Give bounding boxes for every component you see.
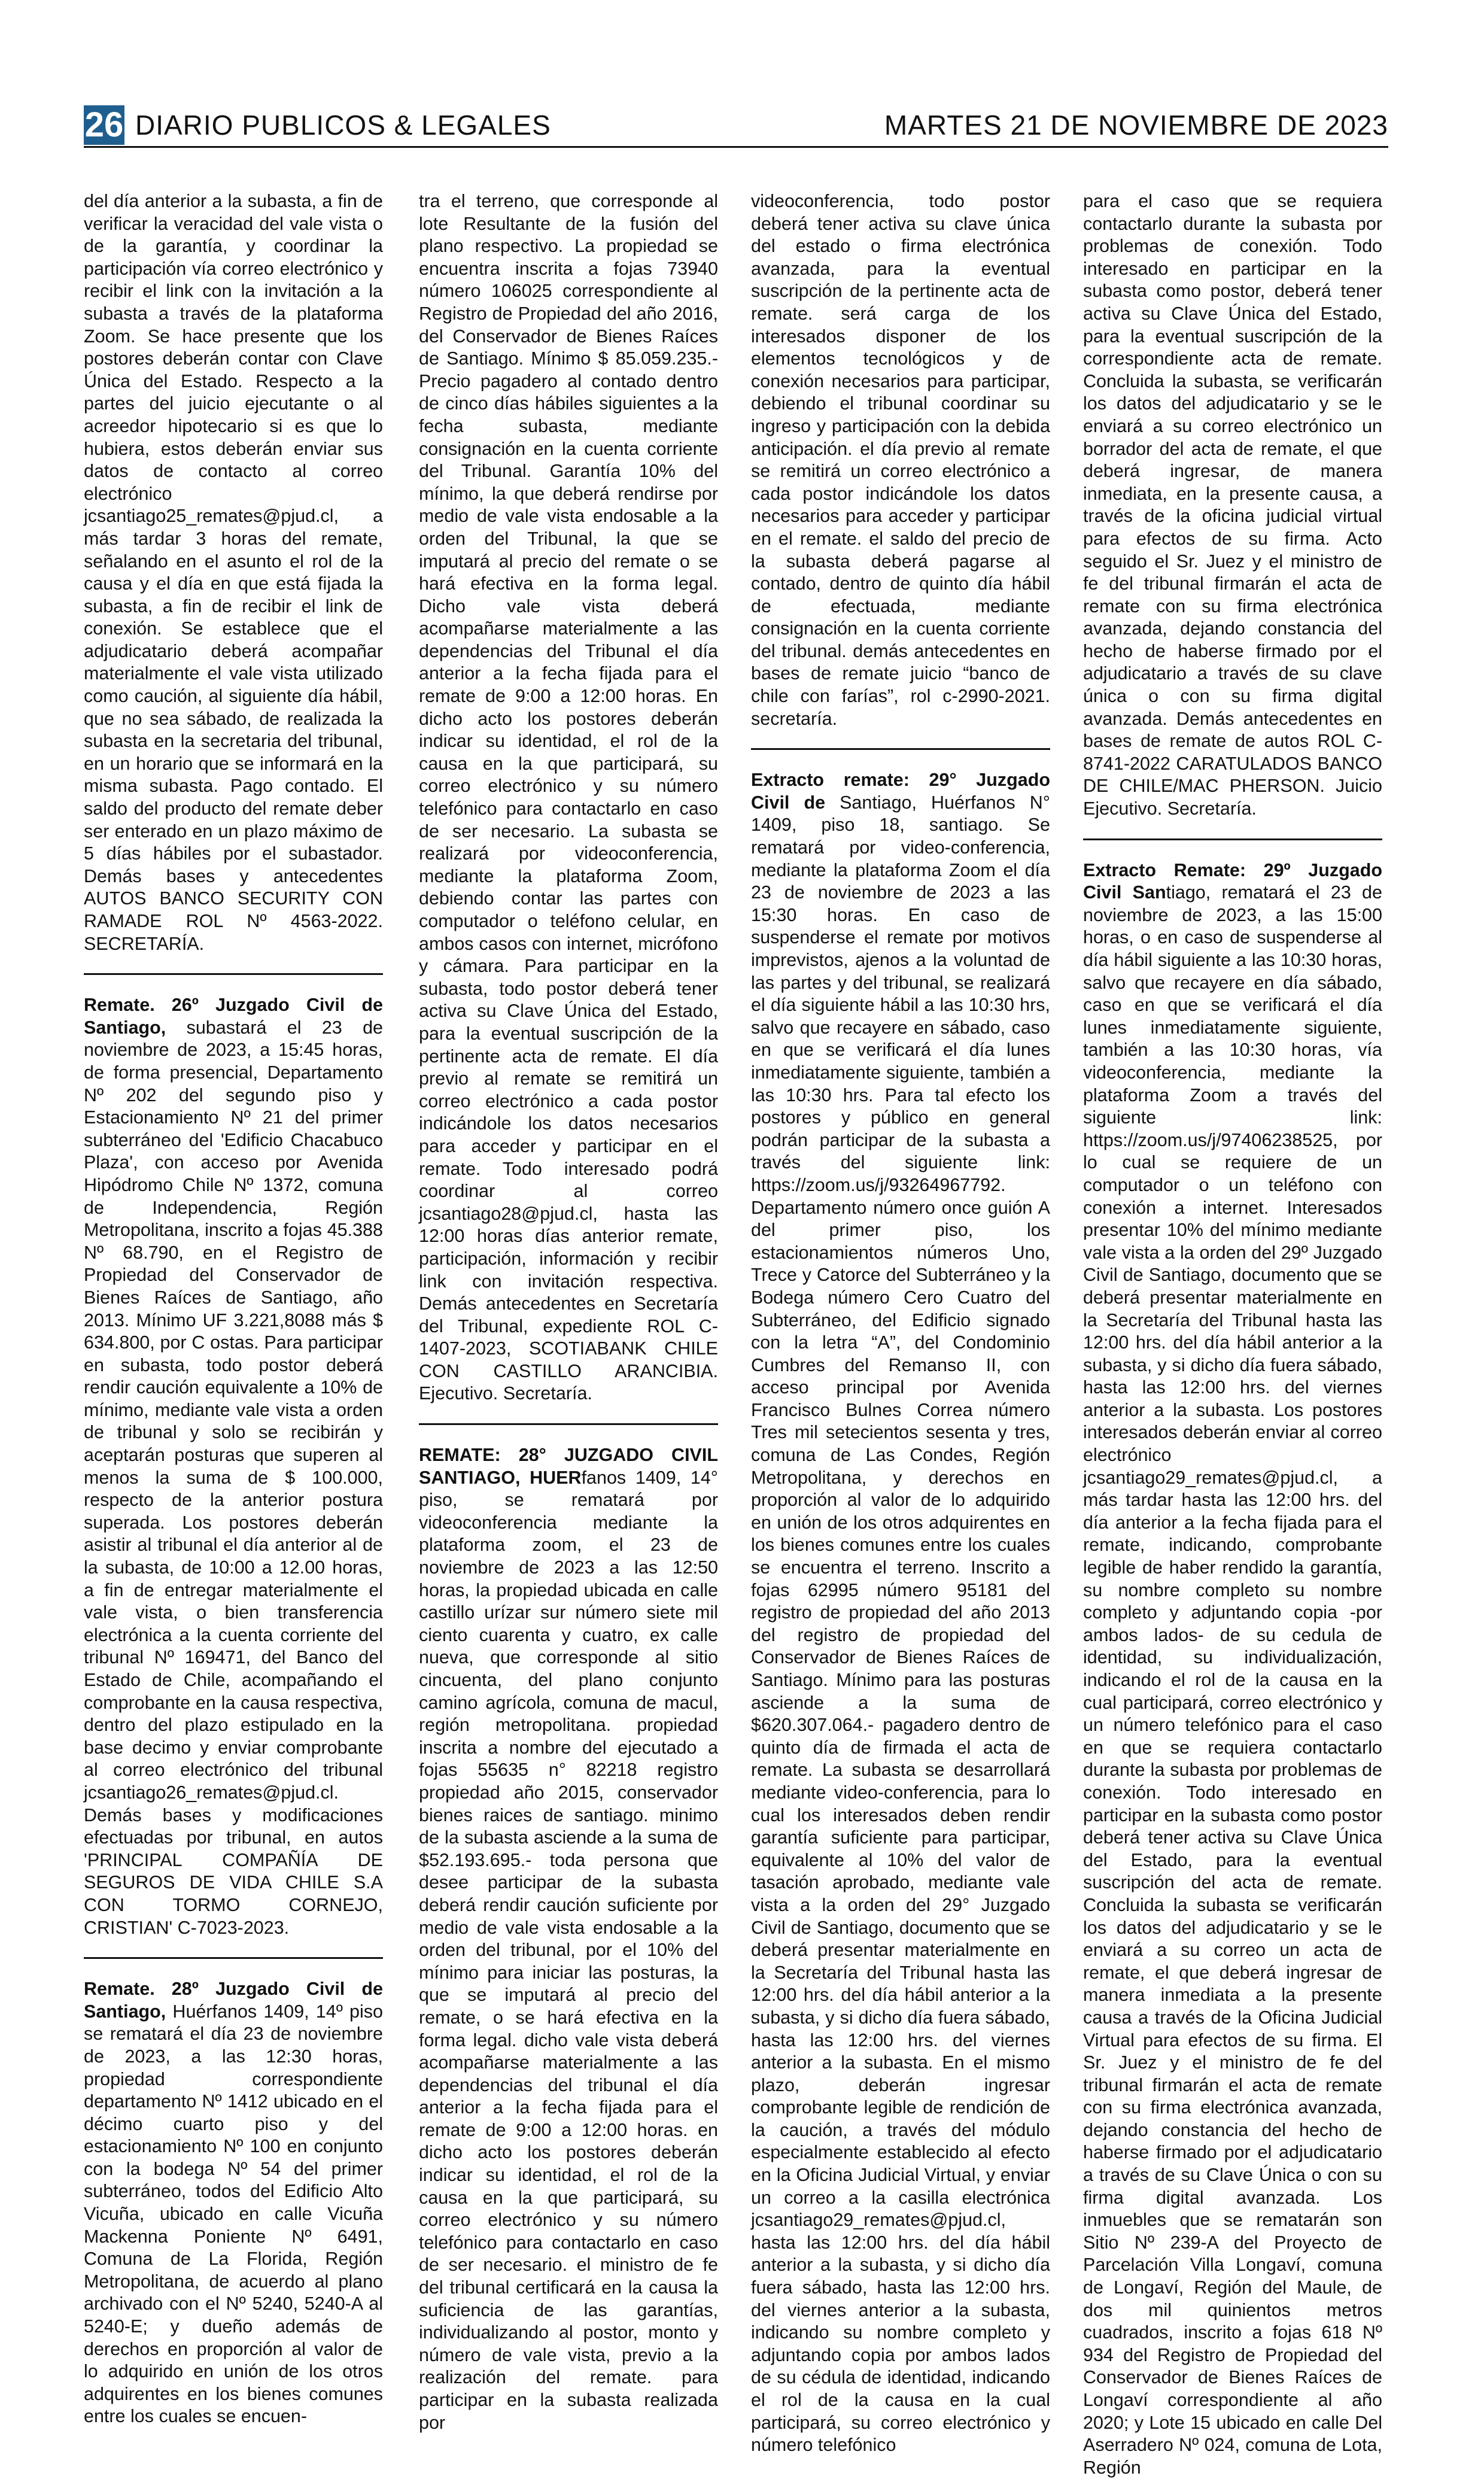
notice <box>751 748 1050 2457</box>
notice-lead: REMATE: 28° JUZGADO CIVIL SANTIAGO, HUER <box>419 1445 718 1488</box>
notice-body: para el caso que se requiera contactarlo durante la subasta por problemas de conexión. Todo interesado en participar en la subasta como postor, deberá tener activa su Clave Única del Estado, para la eventual suscripción de la correspondiente acta de remate. Concluida la subasta, se verificarán los datos del adjudicatario y se le enviará a su correo electrónico un borrador del acta de remate, el que deberá ingresar, de manera inmediata, en la presente causa, a través de la oficina judicial virtual para efectos de su firma. Acto seguido el Sr. Juez y el ministro de fe del tribunal firmarán el acta de remate con su firma electrónica avanzada, dejando constancia del hecho de haberse firmado por el adjudicatario a través de su clave única o con su firma digital avanzada. Demás antecedentes en bases de remate de autos ROL C-8741-2022 CARATULADOS BANCO DE CHILE/MAC PHERSON. Juicio Ejecutivo. Secretaría. <box>1083 191 1382 819</box>
page-header <box>84 105 1388 145</box>
notice-body: Huérfanos 1409, 14º piso se rematará el día 23 de noviembre de 2023, a las 12:30 horas, propiedad correspondiente departamento Nº 1412 ubicado en el décimo cuarto piso y del estacionamiento Nº 100 en conjunto con la bodega Nº 54 del primer subterráneo, todos del Edificio Alto Vicuña, ubicado en calle Vicuña Mackenna Poniente Nº 6491, Comuna de La Florida, Región Metropolitana, de acuerdo al plano archivado con el Nº 5240, 5240-A al 5240-E; y dueño además de derechos en proporción al valor de lo adquirido en unión de los otros adquirentes en los bienes comunes entre los cuales se encuen- <box>84 2001 383 2427</box>
notice-body: fanos 1409, 14° piso, se rematará por videoconferencia mediante la plataforma zoom, el 23 de noviembre de 2023 a las 12:50 horas, la propiedad ubicada en calle castillo urízar sur número siete mil ciento cuarenta y cuatro, ex calle nueva, que corresponde al sitio cincuenta, del plano conjunto camino agrícola, comuna de macul, región metropolitana. propiedad inscrita a nombre del ejecutado a fojas 55635 n° 82218 registro propiedad año 2015, conservador bienes raices de santiago. minimo de la subasta asciende a la suma de $52.193.695.- toda persona que desee participar de la subasta deberá rendir caución suficiente por medio de vale vista endosable a la orden del tribunal, por el 10% del mínimo para iniciar las posturas, la que se imputará al precio del remate, o se hará efectiva en la forma legal. dicho vale vista deberá acompañarse materialmente a las dependencias del tribunal el día anterior a la fecha fijada para el remate de 9:00 a 12:00 horas. en dicho acto los postores deberán indicar su identidad, el rol de la causa en la que participará, su correo electrónico y su número telefónico para contactarlo en caso de ser necesario. el ministro de fe del tribunal certificará en la causa la suficiencia de las garantías, individualizando al postor, monto y número de vale vista, previo a la realización del remate. para participar en la subasta realizada por <box>419 1467 718 2433</box>
notice <box>84 973 383 1939</box>
column-2 <box>419 190 718 2433</box>
notice-continuation <box>1083 190 1382 821</box>
notice <box>1083 839 1382 2479</box>
column-1 <box>84 190 383 2427</box>
notice-body: tra el terreno, que corresponde al lote Resultante de la fusión del plano respectivo. La propiedad se encuentra inscrita a fojas 73940 número 106025 correspondiente al Registro de Propiedad del año 2016, del Conservador de Bienes Raíces de Santiago. Mínimo $ 85.059.235.- Precio pagadero al contado dentro de cinco días hábiles siguientes a la fecha subasta, mediante consignación en la cuenta corriente del Tribunal. Garantía 10% del mínimo, la que deberá rendirse por medio de vale vista endosable a la orden del Tribunal, la que se imputará al precio del remate o se hará efectiva en la forma legal. Dicho vale vista deberá acompañarse materialmente a las dependencias del Tribunal el día anterior a la fecha fijada para el remate de 9:00 a 12:00 horas. En dicho acto los postores deberán indicar su identidad, el rol de la causa en la que participará, su correo electrónico y su número telefónico para contactarlo en caso de ser necesario. La subasta se realizará por videoconferencia, mediante la plataforma Zoom, debiendo contar las partes con computador o teléfono celular, en ambos casos con internet, micrófono y cámara. Para participar en la subasta, todo postor deberá tener activa su Clave Única del Estado, para la eventual suscripción de la pertinente acta de remate. El día previo al remate se remitirá un correo electrónico a cada postor indicándole los datos necesarios para acceder y participar en el remate. Todo interesado podrá coordinar al correo jcsantiago28@pjud.cl, hasta las 12:00 horas días anterior remate, participación, información y recibir link con invitación respectiva. Demás antecedentes en Secretaría del Tribunal, expediente ROL C-1407-2023, SCOTIABANK CHILE CON CASTILLO ARANCIBIA. Ejecutivo. Secretaría. <box>419 191 718 1404</box>
notice-body: Santiago, Huérfanos N° 1409, piso 18, santiago. Se rematará por video-conferencia, mediante la plataforma Zoom el día 23 de noviembre de 2023 a las 15:30 horas. En caso de suspenderse el remate por motivos imprevistos, ajenos a la voluntad de las partes y del tribunal, se realizará el día siguiente hábil a las 10:30 hrs, salvo que recayere en sábado, caso en que se verificará el día lunes inmediatamente siguiente, también a las 10:30 hrs. Para tal efecto los postores y público en general podrán participar de la subasta a través del siguiente link: https://zoom.us/j/93264967792. Departamento número once guión A del primer piso, los estacionamientos números Uno, Trece y Catorce del Subterráneo y la Bodega número Cero Cuatro del Subterráneo, del Edificio signado con la letra “A”, del Condominio Cumbres del Remanso II, con acceso principal por Avenida Francisco Bulnes Correa número Tres mil setecientos sesenta y tres, comuna de Las Condes, Región Metropolitana, y derechos en proporción al valor de lo adquirido en unión de los otros adquirentes en los bienes comunes entre los cuales se encuentra el terreno. Inscrito a fojas 62995 número 95181 del registro de propiedad del año 2013 del registro de propiedad del Conservador de Bienes Raíces de Santiago. Mínimo para las posturas asciende a la suma de $620.307.064.- pagadero dentro de quinto día de firmada el acta de remate. La subasta se desarrollará mediante video-conferencia, para lo cual los interesados deben rendir garantía suficiente para participar, equivalente al 10% del valor de tasación aprobado, mediante vale vista a la orden del 29° Juzgado Civil de Santiago, documento que se deberá presentar materialmente en la Secretaría del Tribunal hasta las 12:00 hrs. del día hábil anterior a la subasta, y si dicho día fuera sábado, hasta las 12:00 hrs. del viernes anterior a la subasta. En el mismo plazo, deberán ingresar comprobante legible de rendición de la caución, a través del módulo especialmente establecido al efecto en la Oficina Judicial Virtual, y enviar un correo a la casilla electrónica jcsantiago29_remates@pjud.cl, hasta las 12:00 hrs. del día hábil anterior a la subasta, y si dicho día fuera sábado, hasta las 12:00 hrs. del viernes anterior a la subasta, indicando su nombre completo y adjuntando copia por ambos lados de su cédula de identidad, indicando el rol de la causa en la cual participará, su correo electrónico y número telefónico <box>751 792 1050 2456</box>
notice-body: tiago, rematará el 23 de noviembre de 2023, a las 15:00 horas, o en caso de suspenderse al día hábil siguiente a las 10:30 horas, salvo que recayere en día sábado, caso en que se verificará el día lunes inmediatamente siguiente, también a las 10:30 horas, vía videoconferencia, mediante la plataforma Zoom a través del siguiente link: https://zoom.us/j/97406238525, por lo cual se requiere de un computador o un teléfono con conexión a internet. Interesados presentar 10% del mínimo mediante vale vista a la orden del 29º Juzgado Civil de Santiago, documento que se deberá presentar materialmente en la Secretaría del Tribunal hasta las 12:00 hrs. del día hábil anterior a la subasta, y si dicho día fuera sábado, hasta las 12:00 hrs. del viernes anterior a la subasta. Los postores interesados deberán enviar al correo electrónico jcsantiago29_remates@pjud.cl, a más tardar hasta las 12:00 hrs. del día anterior a la fecha fijada para el remate, indicando, comprobante legible de haber rendido la garantía, su nombre completo su nombre completo y adjuntando copia -por ambos lados- de su cedula de identidad, su individualización, indicando el rol de la causa en la cual participará, correo electrónico y un número telefónico para el caso en que se requiera contactarlo durante la subasta por problemas de conexión. Todo interesado en participar en la subasta como postor deberá tener activa su Clave Única del Estado, para la eventual suscripción del acta de remate. Concluida la subasta se verificarán los datos del adjudicatario y se le enviará a su correo un acta de remate, el que deberá ingresar de manera inmediata a la presente causa a través de la Oficina Judicial Virtual para efectos de su firma. El Sr. Juez y el ministro de fe del tribunal firmarán el acta de remate con su firma electrónica avanzada, dejando constancia del hecho de haberse firmado por el adjudicatario a través de su Clave Única o con su firma digital avanzada. Los inmuebles que se rematarán son Sitio Nº 239-A del Proyecto de Parcelación Villa Longaví, comuna de Longaví, Región del Maule, de dos mil quinientos metros cuadrados, inscrito a fojas 618 Nº 934 del Registro de Propiedad del Conservador de Bienes Raíces de Longaví correspondiente al año 2020; y Lote 15 ubicado en calle Del Aserradero Nº 024, comuna de Lota, Región <box>1083 882 1382 2478</box>
notice-lead: Extracto Remate: 29º Juzgado Civil San <box>1083 859 1382 903</box>
notice-lead: Extracto remate: 29° Juzgado Civil de <box>751 770 1050 813</box>
publication-date: MARTES 21 DE NOVIEMBRE DE 2023 <box>884 110 1388 141</box>
notice-continuation <box>419 190 718 1405</box>
notice-continuation <box>751 190 1050 730</box>
column-3 <box>751 190 1050 2456</box>
column-4 <box>1083 190 1382 2478</box>
notice <box>419 1423 718 2434</box>
notice <box>84 1957 383 2428</box>
publication-name: DIARIO PUBLICOS & LEGALES <box>135 110 551 141</box>
header-divider <box>84 146 1388 148</box>
notice-lead: Remate. 28º Juzgado Civil de Santiago, <box>84 1979 383 2022</box>
page-number: 26 <box>84 105 124 144</box>
notice-body: del día anterior a la subasta, a fin de verificar la veracidad del vale vista o de la garantía, y coordinar la participación vía correo electrónico y recibir el link con la invitación a la subasta a través de la plataforma Zoom. Se hace presente que los postores deberán contar con Clave Única del Estado. Respecto a la partes del juicio ejecutante o al acreedor hipotecario si es que lo hubiera, estos deberán enviar sus datos de contacto al correo electrónico jcsantiago25_remates@pjud.cl, a más tardar 3 horas del remate, señalando en el asunto el rol de la causa y el día en que está fijada la subasta, a fin de recibir el link de conexión. Se establece que el adjudicatario deberá acompañar materialmente el vale vista utilizado como caución, al siguiente día hábil, que no sea sábado, de realizada la subasta en la secretaria del tribunal, en un horario que se informará en la misma subasta. Pago contado. El saldo del producto del remate deber ser enterado en un plazo máximo de 5 días hábiles por el subastador. Demás bases y antecedentes AUTOS BANCO SECURITY CON RAMADE ROL Nº 4563-2022. SECRETARÍA. <box>84 191 383 954</box>
notice-body: subastará el 23 de noviembre de 2023, a 15:45 horas, de forma presencial, Departamento Nº 202 del segundo piso y Estacionamiento Nº 21 del primer subterráneo del 'Edificio Chacabuco Plaza', con acceso por Avenida Hipódromo Chile Nº 1372, comuna de Independencia, Región Metropolitana, inscrito a fojas 45.388 Nº 68.790, en el Registro de Propiedad del Conservador de Bienes Raíces de Santiago, año 2013. Mínimo UF 3.221,8088 más $ 634.800, por C ostas. Para participar en subasta, todo postor deberá rendir caución equivalente a 10% de mínimo, mediante vale vista a orden de tribunal y solo se recibirán y aceptarán posturas que superen al menos la suma de $ 100.000, respecto de la anterior postura superada. Los postores deberán asistir al tribunal el día anterior al de la subasta, de 10:00 a 12.00 horas, a fin de entregar materialmente el vale vista, o bien transferencia electrónica a la cuenta corriente del tribunal Nº 169471, del Banco del Estado de Chile, acompañando el comprobante en la causa respectiva, dentro del plazo estipulado en la base decimo y enviar comprobante al correo electrónico del tribunal jcsantiago26_remates@pjud.cl. Demás bases y modificaciones efectuadas por tribunal, en autos 'PRINCIPAL COMPAÑÍA DE SEGUROS DE VIDA CHILE S.A CON TORMO CORNEJO, CRISTIAN' C-7023-2023. <box>84 1017 383 1938</box>
notice-continuation <box>84 190 383 955</box>
notice-lead: Remate. 26º Juzgado Civil de Santiago, <box>84 995 383 1038</box>
notice-body: videoconferencia, todo postor deberá tener activa su clave única del estado o firma electrónica avanzada, para la eventual suscripción de la pertinente acta de remate. será carga de los interesados disponer de los elementos tecnológicos y de conexión necesarios para participar, debiendo el tribunal coordinar su ingreso y participación con la debida anticipación. el día previo al remate se remitirá un correo electrónico a cada postor indicándole los datos necesarios para acceder y participar en el remate. el saldo del precio de la subasta deberá pagarse al contado, dentro de quinto día hábil de efectuada, mediante consignación en la cuenta corriente del tribunal. demás antecedentes en bases de remate juicio “banco de chile con farías”, rol c-2990-2021. secretaría. <box>751 191 1050 729</box>
